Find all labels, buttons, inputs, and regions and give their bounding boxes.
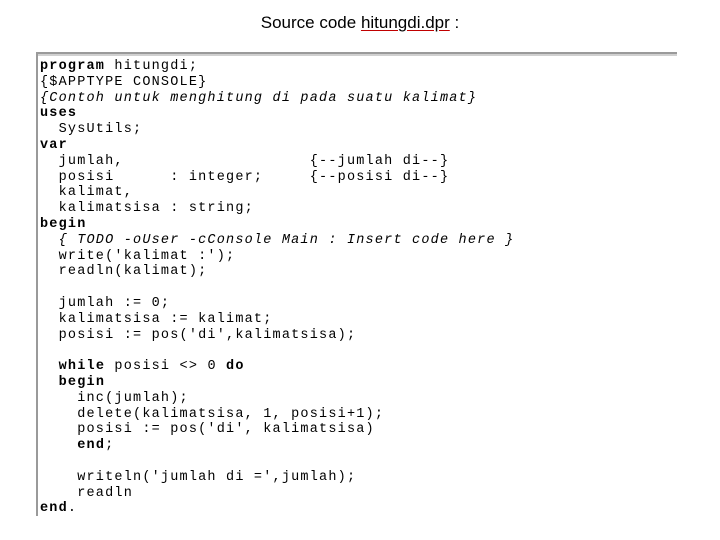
- code-text: ;: [105, 438, 115, 454]
- code-text: jumlah, {--jumlah di--}: [40, 153, 450, 169]
- code-line: [40, 438, 114, 454]
- code-line: [40, 391, 189, 407]
- code-text: delete(kalimatsisa, 1, posisi+1);: [40, 406, 385, 422]
- code-text: kalimatsisa := kalimat;: [40, 311, 273, 327]
- code-line: [40, 138, 68, 154]
- code-line: [40, 122, 142, 138]
- code-line: [40, 296, 170, 312]
- code-keyword: var: [40, 138, 68, 153]
- code-line: [40, 170, 449, 186]
- code-text: posisi <> 0: [105, 359, 227, 375]
- code-line: [40, 91, 477, 107]
- code-text: [40, 438, 77, 453]
- code-line: [40, 233, 514, 249]
- code-text: [40, 359, 59, 374]
- code-line: [40, 185, 133, 201]
- code-line: [40, 501, 77, 516]
- code-text: {$APPTYPE CONSOLE}: [40, 74, 208, 90]
- code-keyword: uses: [40, 106, 78, 122]
- code-text: readln: [40, 485, 134, 501]
- code-keyword: while: [58, 359, 106, 375]
- code-line: [40, 422, 375, 438]
- code-text: kalimat,: [40, 185, 134, 201]
- title-suffix: :: [449, 13, 460, 32]
- code-line: [40, 201, 254, 217]
- code-keyword: do: [226, 359, 245, 375]
- code-keyword: end: [40, 501, 68, 516]
- code-line: [40, 486, 133, 502]
- code-line: [40, 75, 207, 91]
- code-text: .: [67, 501, 78, 516]
- code-keyword: program: [40, 59, 106, 74]
- code-line: [40, 375, 105, 391]
- code-text: SysUtils;: [40, 122, 143, 138]
- code-comment: { TODO -oUser -cConsole Main : Insert code here }: [40, 232, 515, 248]
- code-line: [40, 106, 77, 122]
- code-text: jumlah := 0;: [40, 296, 171, 311]
- code-keyword: begin: [40, 217, 87, 232]
- code-line: [40, 312, 273, 328]
- code-text: posisi : integer; {--posisi di--}: [40, 169, 450, 185]
- code-line: [40, 217, 87, 233]
- title-filename: hitungdi.dpr: [360, 13, 450, 32]
- code-comment: {Contoh untuk menghitung di pada suatu kalimat}: [40, 90, 478, 106]
- title-prefix: Source code: [260, 13, 361, 32]
- code-line: [40, 470, 356, 486]
- code-text: readln(kalimat);: [40, 264, 208, 280]
- code-text: [40, 375, 59, 390]
- code-line: [40, 407, 384, 423]
- code-text: posisi := pos('di', kalimatsisa): [40, 422, 375, 438]
- code-text: writeln('jumlah di =',jumlah);: [40, 469, 357, 485]
- code-line: [40, 328, 356, 344]
- code-keyword: end: [77, 438, 106, 454]
- code-text: write('kalimat :');: [40, 248, 236, 264]
- code-editor-panel: [36, 52, 677, 516]
- code-text: posisi := pos('di',kalimatsisa);: [40, 327, 357, 343]
- code-text: hitungdi;: [105, 59, 199, 74]
- code-line: [40, 59, 198, 75]
- code-line: [40, 154, 449, 170]
- code-line: [40, 249, 235, 265]
- code-text: inc(jumlah);: [40, 390, 189, 406]
- code-line: [40, 359, 245, 375]
- code-text: kalimatsisa : string;: [40, 201, 254, 217]
- code-keyword: begin: [58, 375, 106, 390]
- code-line: [40, 264, 207, 280]
- page-title: [0, 13, 720, 33]
